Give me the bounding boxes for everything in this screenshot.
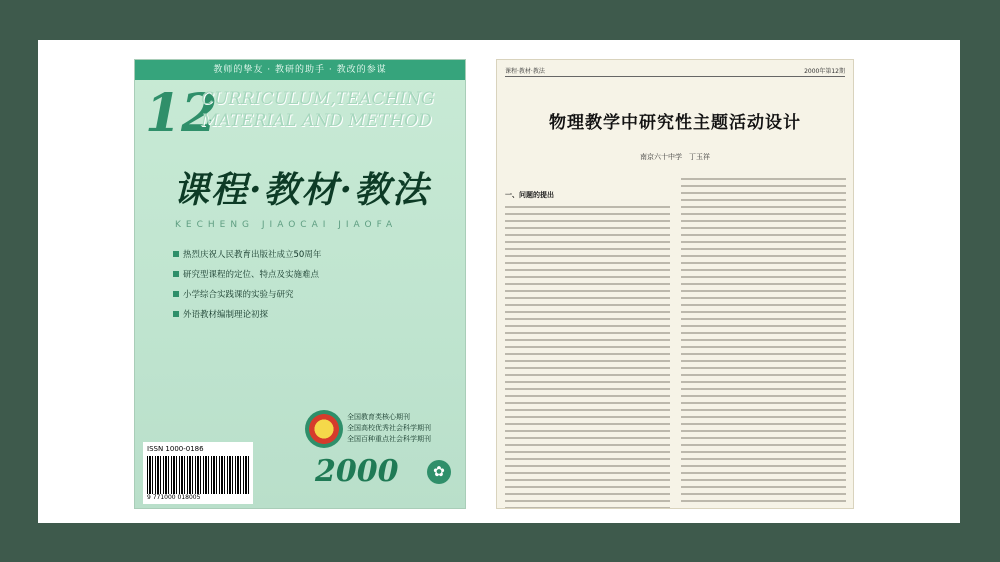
chinese-title: 课程·教材·教法 [173,169,431,211]
barcode-icon [147,456,249,494]
document-sheet [38,40,960,523]
article-column-right [681,178,846,504]
bullet-icon [173,311,179,317]
barcode-number: 9 771000 018005 [147,494,201,501]
article-author: 南京六十中学 丁玉祥 [640,153,710,161]
journal-emblem-icon [305,410,343,448]
honor-item: 全国百种重点社会科学期刊 [347,435,431,443]
body-text-block [681,178,846,504]
english-title [201,88,461,132]
english-title-line2: MATERIAL AND METHOD [201,111,432,131]
contents-item-label: 小学综合实践课的实验与研究 [183,289,294,300]
article-title: 物理教学中研究性主题活动设计 [549,113,801,133]
list-item [173,285,433,302]
cover-slogan: 教师的挚友 · 教研的助手 · 教改的参谋 [135,60,465,80]
publisher-logo-icon: ✿ [427,460,451,484]
issn-label: ISSN 1000-0186 [147,445,204,453]
article-column-left [505,190,670,502]
bullet-icon [173,251,179,257]
honor-item: 全国教育类核心期刊 [347,413,410,421]
cover-year: 2000 [315,454,399,489]
honor-item: 全国高校优秀社会科学期刊 [347,424,431,432]
bullet-icon [173,271,179,277]
honors-list [347,412,431,445]
article-page [496,59,854,509]
cover-contents-list [173,245,433,325]
bullet-icon [173,291,179,297]
contents-item-label: 热烈庆祝人民教育出版社成立50周年 [183,249,322,260]
english-title-line1: CURRICULUM,TEACHING [201,89,435,109]
running-head-right: 2000年第12期 [804,68,845,75]
contents-item-label: 外语教材编制理论初探 [183,309,269,320]
list-item [173,305,433,322]
header-divider [505,76,845,77]
list-item [173,265,433,282]
list-item [173,245,433,262]
section-heading: 一、问题的提出 [505,191,554,199]
body-text-block [505,206,670,509]
pinyin-title: KECHENG JIAOCAI JIAOFA [175,220,398,230]
issue-number: 12 [145,83,218,144]
barcode-box [143,442,253,504]
magazine-cover [134,59,466,509]
contents-item-label: 研究型课程的定位、特点及实施难点 [183,269,320,280]
running-head-left: 课程·教材·教法 [505,68,545,75]
